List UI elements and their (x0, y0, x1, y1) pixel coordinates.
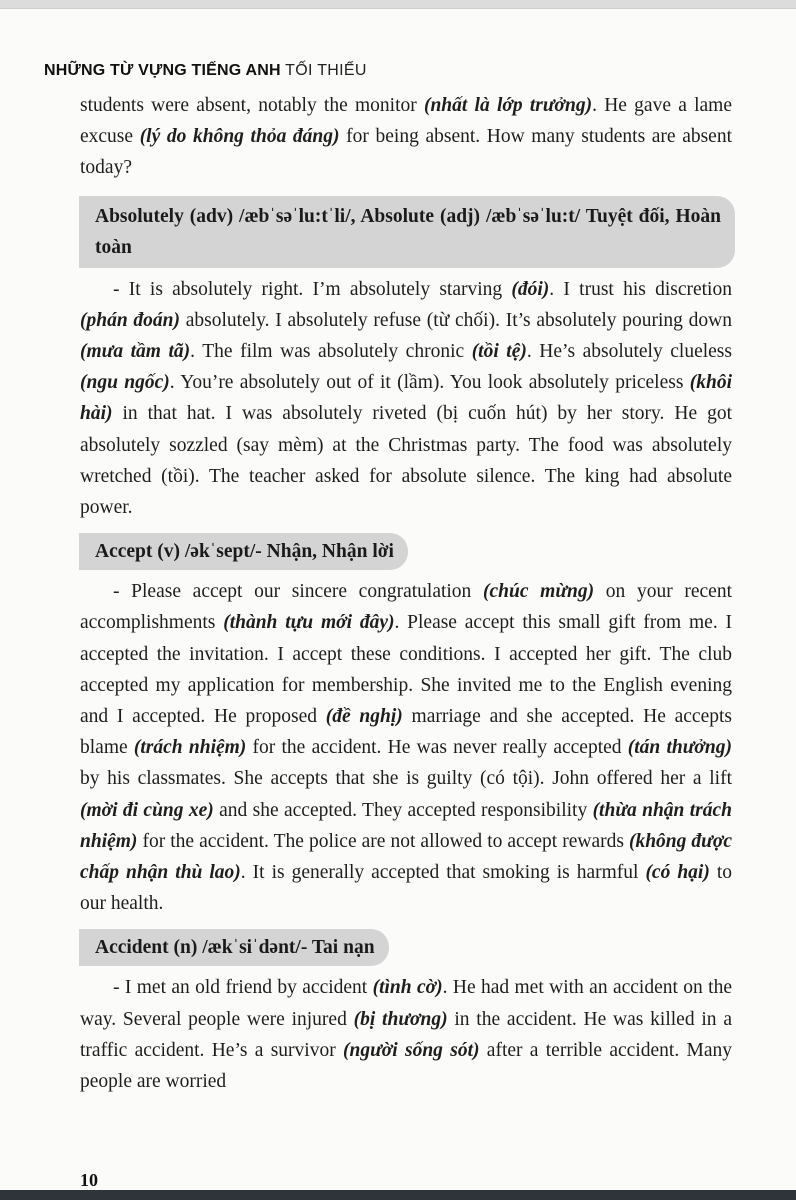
vietnamese-gloss: (người sống sót) (343, 1039, 480, 1061)
vietnamese-gloss: (ngu ngốc) (80, 372, 170, 394)
body-text: for the accident. The police are not allowed to accept rewards (137, 830, 629, 852)
body-text: and she accepted. They accepted responsibility (213, 799, 593, 821)
entry-body-accept (80, 576, 732, 919)
vietnamese-gloss: (thừa nhận trách nhiệm) (80, 799, 733, 852)
vietnamese-gloss: (phán đoán) (80, 309, 181, 331)
entry-heading-absolutely: Absolutely (adv) /æbˈsəˈlu:tˈli/, Absolute (adj) /æbˈsəˈlu:t/ Tuyệt đối, Hoàn toàn (79, 196, 735, 268)
page-number: 10 (80, 1170, 98, 1190)
body-text: absolutely. I absolutely refuse (từ chối). It’s absolutely pouring down (180, 309, 733, 331)
vietnamese-gloss: (đề nghị) (325, 706, 403, 728)
vietnamese-gloss: (nhất là lớp trưởng) (423, 95, 593, 116)
body-text: . He’s absolutely clueless (526, 341, 732, 363)
body-text: - I met an old friend by accident (113, 977, 373, 999)
screen-bottom-bar (0, 1190, 796, 1200)
body-text: . You’re absolutely out of it (lầm). You look absolutely priceless (169, 372, 690, 394)
vietnamese-gloss: (tình cờ) (372, 977, 443, 999)
body-text: after a terrible accident. Many people are worried (80, 1039, 733, 1093)
vietnamese-gloss: (thành tựu mới đây) (223, 612, 395, 634)
body-text: - It is absolutely right. I’m absolutely starving (113, 278, 512, 300)
vietnamese-gloss: (lý do không thỏa đáng) (139, 126, 340, 148)
entry-heading-accident: Accident (n) /ækˈsiˈdənt/- Tai nạn (79, 929, 389, 966)
running-head-light: TỐI THIỂU (285, 62, 367, 79)
vietnamese-gloss: (có hại) (645, 862, 710, 884)
body-text: . It is generally accepted that smoking is harmful (240, 862, 646, 884)
body-text: . I trust his discretion (549, 278, 732, 300)
body-text: for the accident. He was never really accepted (246, 737, 628, 759)
vietnamese-gloss: (trách nhiệm) (133, 737, 247, 759)
vietnamese-gloss: (tán thưởng) (627, 737, 732, 759)
vietnamese-gloss: (mời đi cùng xe) (80, 799, 214, 821)
vietnamese-gloss: (khôi hài) (80, 372, 732, 425)
body-text: to our health. (80, 862, 733, 915)
vietnamese-gloss: (chúc mừng) (483, 581, 595, 603)
running-head-bold: NHỮNG TỪ VỰNG TIẾNG ANH (44, 62, 281, 79)
vietnamese-gloss: (đói) (511, 278, 550, 300)
body-text: in that hat. I was absolutely riveted (bị cuốn hút) by her story. He got absolutely sozzled (say mèm) at the Christmas party. The food was absolutely wretched (tồi). The teacher asked for absolute silence. The king had absolute power. (80, 403, 732, 519)
body-text: by his classmates. She accepts that she is guilty (có tội). John offered her a lift (80, 768, 732, 790)
entry-heading-accept: Accept (v) /əkˈsept/- Nhận, Nhận lời (79, 533, 408, 570)
body-text: on your recent accomplishments (80, 581, 733, 634)
page-content (80, 90, 732, 1097)
body-text: marriage and she accepted. He accepts blame (80, 706, 732, 759)
body-text: . He gave a lame excuse (80, 95, 732, 148)
entry-body-absolutely (80, 274, 732, 524)
vietnamese-gloss: (bị thương) (353, 1008, 448, 1030)
body-text: for being absent. How many students are absent today? (80, 126, 733, 179)
body-text: - Please accept our sincere congratulation (113, 581, 483, 603)
vietnamese-gloss: (không được chấp nhận thù lao) (80, 830, 732, 884)
body-text: . The film was absolutely chronic (190, 341, 472, 363)
body-text: . Please accept this small gift from me. I accepted the invitation. I accept these conditions. I accepted her gift. The club accepted my application for membership. She invited me to the English evening and I accepted. He proposed (80, 612, 733, 728)
running-head (44, 62, 367, 80)
entry-body-accident (80, 972, 732, 1097)
continuation-paragraph (80, 90, 732, 184)
vietnamese-gloss: (tồi tệ) (471, 341, 527, 363)
body-text: in the accident. He was killed in a traffic accident. He’s a survivor (80, 1008, 732, 1061)
body-text: . He had met with an accident on the way. Several people were injured (80, 977, 732, 1030)
body-text: students were absent, notably the monitor (80, 95, 424, 116)
vietnamese-gloss: (mưa tầm tã) (80, 341, 191, 363)
